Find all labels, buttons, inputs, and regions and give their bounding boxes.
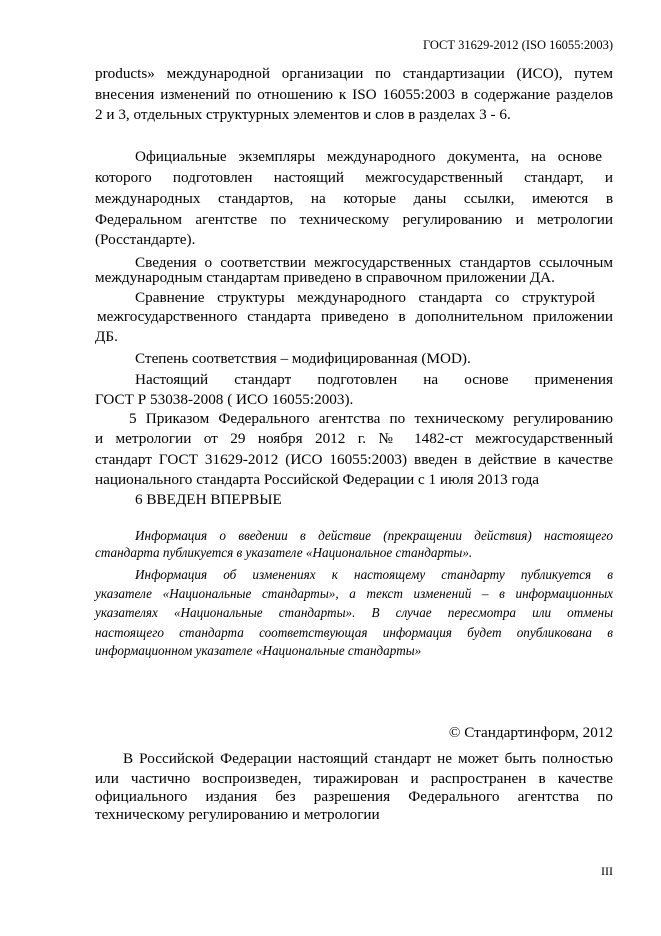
prepared-line-2: ГОСТ Р 53038-2008 ( ИСО 16055:2003). bbox=[95, 391, 354, 408]
item5-line-1: 5 Приказом Федерального агентства по техническому регулированию bbox=[129, 410, 613, 427]
restriction-line-4: техническому регулированию и метрологии bbox=[95, 806, 380, 823]
info1-line-2: стандарта публикуется в указателе «Национальное стандарты». bbox=[95, 545, 473, 560]
info2-line-3: указателях «Национальные стандарты». В случае пересмотра или отмены bbox=[95, 605, 613, 620]
info2-line-5: информационном указателе «Национальные стандарты» bbox=[95, 643, 422, 658]
copyright: © Стандартинформ, 2012 bbox=[448, 724, 613, 741]
info2-line-2: указателе «Национальные стандарты», а текст изменений – в информационных bbox=[95, 586, 613, 601]
intro-line-2: внесения изменений по отношению к ISO 16055:2003 в содержание разделов bbox=[95, 86, 613, 103]
comparison-line-1: Сравнение структуры международного стандарта со структурой bbox=[135, 289, 595, 306]
restriction-line-1: В Российской Федерации настоящий стандарт не может быть полностью bbox=[123, 750, 613, 767]
official-line-3: международных стандартов, на которые даны ссылки, имеются в bbox=[95, 190, 613, 207]
info2-line-1: Информация об изменениях к настоящему стандарту публикуется в bbox=[135, 567, 613, 582]
prepared-line-1: Настоящий стандарт подготовлен на основе применения bbox=[135, 371, 613, 388]
page-number: III bbox=[601, 864, 613, 878]
item5-line-4: национального стандарта Российской Федерации с 1 июля 2013 года bbox=[95, 471, 540, 488]
item6-introduced-first: 6 ВВЕДЕН ВПЕРВЫЕ bbox=[135, 491, 282, 508]
item5-line-3: стандарт ГОСТ 31629-2012 (ИСО 16055:2003) введен в действие в качестве bbox=[95, 451, 613, 468]
official-line-5: (Росстандарте). bbox=[95, 231, 196, 248]
official-line-1: Официальные экземпляры международного документа, на основе bbox=[135, 148, 602, 165]
info2-line-4: настоящего стандарта соответствующая информация будет опубликована в bbox=[95, 625, 613, 640]
degree-of-conformity: Степень соответствия – модифицированная (MOD). bbox=[135, 350, 471, 367]
restriction-line-3: официального издания без разрешения Федерального агентства по bbox=[95, 788, 613, 805]
intro-line-1: products» международной организации по стандартизации (ИСО), путем bbox=[95, 65, 613, 82]
intro-line-3: 2 и 3, отдельных структурных элементов и слов в разделах 3 - 6. bbox=[95, 106, 511, 123]
item5-line-2: и метрологии от 29 ноября 2012 г. № 1482-ст межгосударственный bbox=[95, 430, 613, 447]
official-line-2: которого подготовлен настоящий межгосударственный стандарт, и bbox=[95, 169, 613, 186]
conformity-line-2: международным стандартам приведено в справочном приложении ДА. bbox=[95, 269, 555, 286]
info1-line-1: Информация о введении в действие (прекращении действия) настоящего bbox=[135, 528, 613, 543]
restriction-line-2: или частично воспроизведен, тиражирован и распространен в качестве bbox=[95, 770, 613, 787]
comparison-line-2: межгосударственного стандарта приведено в дополнительном приложении bbox=[97, 308, 613, 325]
comparison-line-3: ДБ. bbox=[95, 328, 118, 345]
conformity-line-1: Сведения о соответствии межгосударственных стандартов ссылочным bbox=[135, 254, 613, 271]
official-line-4: Федеральном агентстве по техническому регулированию и метрологии bbox=[95, 211, 613, 228]
document-code-header: ГОСТ 31629-2012 (ISO 16055:2003) bbox=[422, 38, 613, 52]
